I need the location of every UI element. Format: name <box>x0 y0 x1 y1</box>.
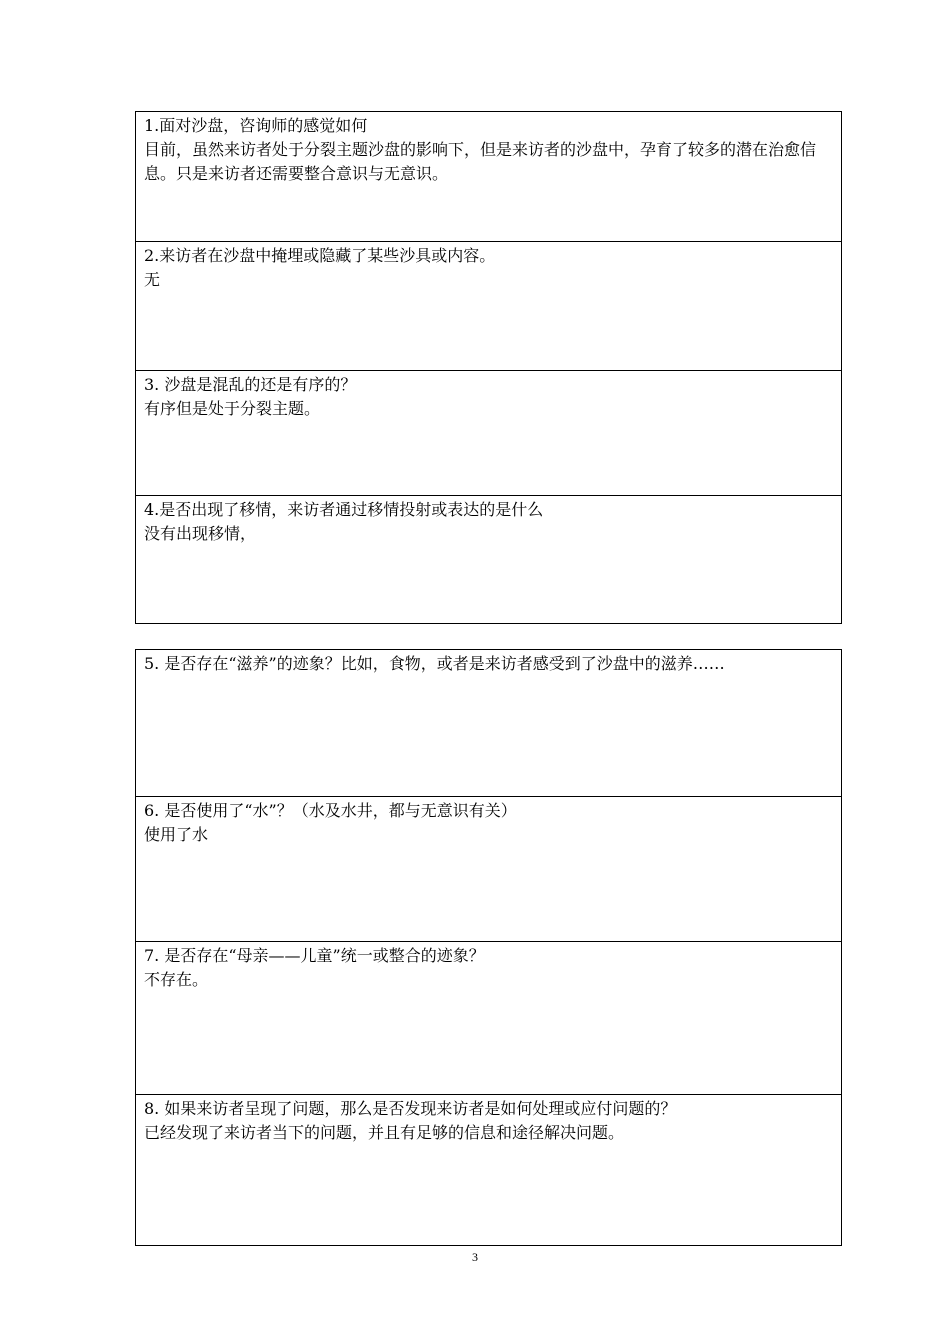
question-cell-2 <box>136 241 841 370</box>
answer-text: 无 <box>144 270 161 289</box>
answer-text: 目前，虽然来访者处于分裂主题沙盘的影响下，但是来访者的沙盘中，孕育了较多的潜在治愈信息。只是来访者还需要整合意识与无意识。 <box>144 140 817 183</box>
question-cell-6 <box>136 796 841 941</box>
answer-text: 有序但是处于分裂主题。 <box>144 399 321 418</box>
question-cell-1 <box>136 112 841 241</box>
question-text: 4.是否出现了移情，来访者通过移情投射或表达的是什么 <box>144 500 544 519</box>
question-text: 2.来访者在沙盘中掩埋或隐藏了某些沙具或内容。 <box>144 246 496 265</box>
page-number: 3 <box>472 1250 478 1264</box>
question-text: 7. 是否存在“母亲——儿童”统一或整合的迹象？ <box>144 946 485 965</box>
question-cell-5 <box>136 650 841 796</box>
answer-text: 使用了水 <box>144 825 209 844</box>
question-text: 5. 是否存在“滋养”的迹象？比如，食物，或者是来访者感受到了沙盘中的滋养…… <box>144 654 725 673</box>
answer-text: 没有出现移情， <box>144 524 257 543</box>
question-text: 3. 沙盘是混乱的还是有序的？ <box>144 375 357 394</box>
reflection-table-1 <box>135 111 842 624</box>
question-cell-3 <box>136 370 841 495</box>
question-cell-7 <box>136 941 841 1094</box>
answer-text: 不存在。 <box>144 970 209 989</box>
question-text: 8. 如果来访者呈现了问题，那么是否发现来访者是如何处理或应付问题的？ <box>144 1099 677 1118</box>
question-cell-4 <box>136 495 841 623</box>
question-text: 1.面对沙盘，咨询师的感觉如何 <box>144 116 368 135</box>
reflection-table-2 <box>135 649 842 1246</box>
question-text: 6. 是否使用了“水”？（水及水井，都与无意识有关） <box>144 801 517 820</box>
question-cell-8 <box>136 1094 841 1245</box>
answer-text: 已经发现了来访者当下的问题，并且有足够的信息和途径解决问题。 <box>144 1123 625 1142</box>
